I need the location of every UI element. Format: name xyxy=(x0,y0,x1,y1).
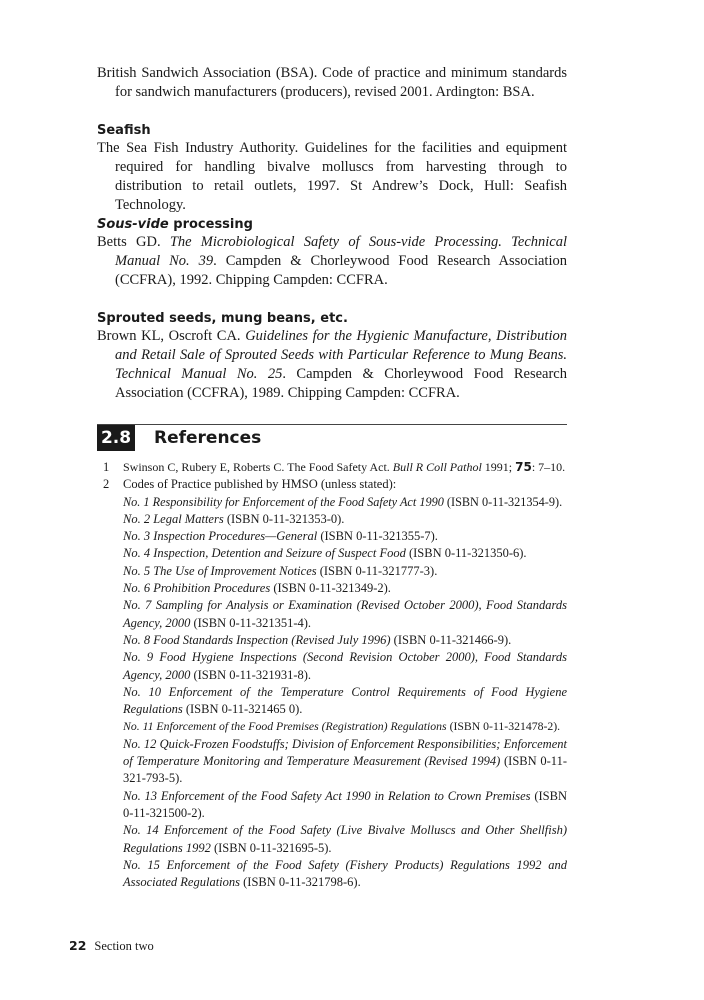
code-item: No. 4 Inspection, Detention and Seizure of Suspect Food (ISBN 0-11-321350-6). xyxy=(123,546,527,561)
ref1-year: 1991; xyxy=(481,460,516,474)
code-item: No. 2 Legal Matters (ISBN 0-11-321353-0). xyxy=(123,511,345,526)
code-item: No. 6 Prohibition Procedures (ISBN 0-11-321349-2). xyxy=(123,581,391,596)
code-item: No. 5 The Use of Improvement Notices (ISBN 0-11-321777-3). xyxy=(123,563,438,578)
sprouted-title: Guidelines for the Hygienic Manufacture, Distribution and Retail Sale of Sprouted Seeds with Particular Reference to Mung Beans. Technical Manual No. 25 xyxy=(115,328,567,382)
bsa-text: British Sandwich Association (BSA). Code of practice and minimum standards for sandwich manufacturers (producers), revised 2001. Ardington: BSA. xyxy=(97,65,567,100)
reference-number: 2 xyxy=(103,477,110,492)
references-list xyxy=(97,459,567,891)
ref1-authors: Swinson C, Rubery E, Roberts C. The Food Safety Act. xyxy=(123,460,393,474)
sousvide-rest: . Campden & Chorleywood Food Research Association (CCFRA), 1992. Chipping Campden: CCFRA. xyxy=(115,253,567,288)
section-number-box: 2.8 xyxy=(97,425,135,451)
code-item: No. 11 Enforcement of the Food Premises (Registration) Regulations (ISBN 0-11-321478-2). xyxy=(123,720,561,734)
sprouted-author: Brown KL, Oscroft CA. xyxy=(97,328,246,344)
reference-number: 1 xyxy=(103,460,110,474)
seafish-text: The Sea Fish Industry Authority. Guidelines for the facilities and equipment required for handling bivalve molluscs from harvesting through to distribution to retail outlets, 1997. St Andrew’s Dock, Hull: Seafish Technology. xyxy=(97,140,567,213)
ref2-intro: Codes of Practice published by HMSO (unless stated): xyxy=(123,477,397,492)
code-item: No. 7 Sampling for Analysis or Examination (Revised October 2000), Food Standards Agency, 2000 (ISBN 0-11-321351-4). xyxy=(123,598,567,630)
seafish-heading: Seafish xyxy=(97,123,151,138)
code-item: No. 10 Enforcement of the Temperature Control Requirements of Food Hygiene Regulations (ISBN 0-11-321465 0). xyxy=(123,684,567,717)
sousvide-author: Betts GD. xyxy=(97,234,170,250)
reference-2 xyxy=(97,476,567,891)
section-title: References xyxy=(154,428,262,448)
code-item: No. 13 Enforcement of the Food Safety Act 1990 in Relation to Crown Premises (ISBN 0-11-321500-2). xyxy=(123,788,567,820)
page-footer xyxy=(69,938,154,954)
bsa-entry xyxy=(97,64,567,102)
code-item: No. 15 Enforcement of the Food Safety (Fishery Products) Regulations 1992 and Associated Regulations (ISBN 0-11-321798-6). xyxy=(123,857,567,890)
code-item: No. 9 Food Hygiene Inspections (Second Revision October 2000), Food Standards Agency, 2000 (ISBN 0-11-321931-8). xyxy=(123,650,567,682)
ref1-volume: 75 xyxy=(515,460,532,474)
sprouted-heading: Sprouted seeds, mung beans, etc. xyxy=(97,311,348,326)
code-item: No. 14 Enforcement of the Food Safety (Live Bivalve Molluscs and Other Shellfish) Regulations 1992 (ISBN 0-11-321695-5). xyxy=(123,823,567,855)
code-item: No. 12 Quick-Frozen Foodstuffs; Division of Enforcement Responsibilities; Enforcement of Temperature Monitoring and Temperature Measurement (Revised 1994) (ISBN 0-11-321-793-5). xyxy=(123,736,567,786)
page-number: 22 xyxy=(69,938,87,953)
sousvide-title: The Microbiological Safety of Sous-vide Processing. Technical Manual No. 39 xyxy=(115,234,567,269)
reference-1 xyxy=(97,459,567,476)
sousvide-heading-italic: Sous-vide xyxy=(97,217,169,232)
sousvide-heading xyxy=(97,216,253,233)
sousvide-heading-rest: processing xyxy=(168,217,253,232)
sousvide-entry xyxy=(97,233,567,290)
seafish-entry xyxy=(97,139,567,215)
sprouted-entry xyxy=(97,327,567,403)
code-item: No. 8 Food Standards Inspection (Revised July 1996) (ISBN 0-11-321466-9). xyxy=(123,632,512,647)
sprouted-rest: . Campden & Chorleywood Food Research Association (CCFRA), 1989. Chipping Campden: CCFRA. xyxy=(115,366,567,401)
ref1-journal: Bull R Coll Pathol xyxy=(392,460,482,474)
code-item: No. 1 Responsibility for Enforcement of the Food Safety Act 1990 (ISBN 0-11-321354-9). xyxy=(123,494,563,509)
section-label: Section two xyxy=(94,939,154,953)
ref1-pages: : 7–10. xyxy=(531,460,566,474)
code-item: No. 3 Inspection Procedures—General (ISBN 0-11-321355-7). xyxy=(123,529,438,544)
